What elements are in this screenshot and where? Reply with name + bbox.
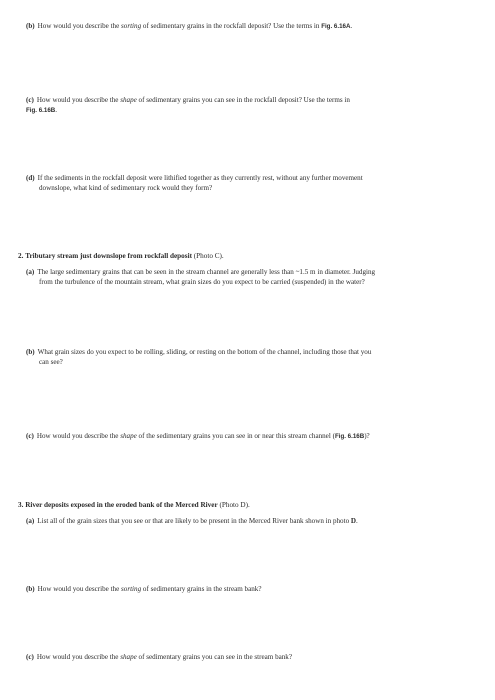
question-3a-grain-sizes: (a) List all of the grain sizes that you see or that are likely to be present in the Merced River bank shown in photo D. xyxy=(26,517,358,525)
figure-reference: Fig. 6.16B xyxy=(26,107,56,114)
section-3-heading: 3. River deposits exposed in the eroded bank of the Merced River (Photo D). xyxy=(18,501,250,509)
question-2c-stream-shape: (c) How would you describe the shape of the sedimentary grains you can see in or near this stream channel (Fig. 6.16B)? xyxy=(26,432,370,440)
question-2b-bedload-sizes: (b) What grain sizes do you expect to be rolling, sliding, or resting on the bottom of the channel, including those that you can see? xyxy=(26,348,372,366)
question-3b-bank-sorting: (b) How would you describe the sorting of sedimentary grains in the stream bank? xyxy=(26,585,262,593)
question-3c-bank-shape: (c) How would you describe the shape of sedimentary grains you can see in the stream bank? xyxy=(26,653,293,661)
question-label: (c) xyxy=(26,96,34,104)
question-label: (c) xyxy=(26,432,34,440)
question-label: (a) xyxy=(26,268,35,276)
question-label: (b) xyxy=(26,348,35,356)
question-label: (d) xyxy=(26,174,35,182)
section-2-heading: 2. Tributary stream just downslope from rockfall deposit (Photo C). xyxy=(18,252,224,260)
question-d-lithified-rock: (d) If the sediments in the rockfall deposit were lithified together as they currently rest, without any further movement downslope, what kind of sedimentary rock would they form? xyxy=(26,174,363,192)
question-c-rockfall-shape: (c) How would you describe the shape of sedimentary grains you can see in the rockfall deposit? Use the terms in Fig. 6.16B. xyxy=(26,96,350,114)
question-label: (c) xyxy=(26,653,34,661)
figure-reference: Fig. 6.16A xyxy=(321,23,351,30)
question-label: (b) xyxy=(26,22,35,30)
question-label: (b) xyxy=(26,585,35,593)
question-2a-suspended-sizes: (a) The large sedimentary grains that can be seen in the stream channel are generally less than ~1.5 m in diameter. Judging from the turbulence of the mountain stream, what grain sizes do you expect to be carried (suspended) in the water? xyxy=(26,268,376,286)
question-b-rockfall-sorting: (b) How would you describe the sorting of sedimentary grains in the rockfall deposit? Use the terms in Fig. 6.16A. xyxy=(26,22,353,30)
question-label: (a) xyxy=(26,517,35,525)
figure-reference: Fig. 6.16B xyxy=(334,433,365,440)
